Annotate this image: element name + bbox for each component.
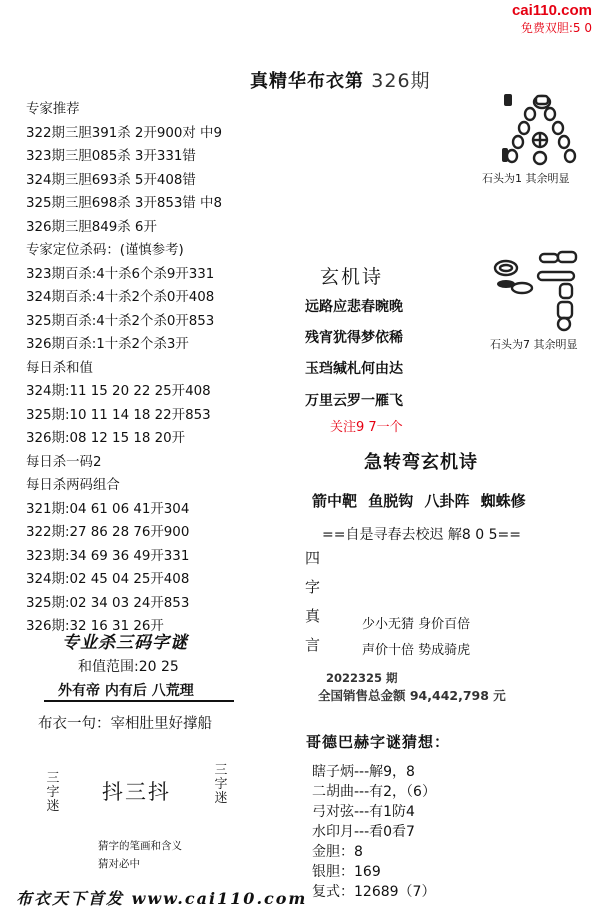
site-url: cai110.com bbox=[511, 2, 592, 19]
turn-poem-title: 急转弯玄机诗 bbox=[364, 452, 478, 473]
list-line: 326期:32 16 31 26开 bbox=[26, 619, 164, 634]
stone-caption-1: 石头为1 其余明显 bbox=[482, 172, 570, 185]
list-line: 322期三胆391杀 2开900对 中9 bbox=[26, 125, 222, 141]
list-item: 复式：12689（7） bbox=[312, 884, 436, 900]
list-line: 专家定位杀码：(谨慎参考) bbox=[26, 243, 184, 258]
list-line: 323期三胆085杀 3开331错 bbox=[26, 149, 196, 164]
divider bbox=[44, 700, 234, 702]
list-line: 325期三胆698杀 3开853错 中8 bbox=[26, 196, 222, 211]
riddle-hint: 猜字的笔画和含义 bbox=[98, 840, 182, 852]
page-title bbox=[250, 66, 431, 93]
four-char: 字 bbox=[305, 578, 321, 596]
pro-kill-title: 专业杀三码字谜 bbox=[62, 633, 188, 653]
poem-line: 万里云罗一雁飞 bbox=[305, 393, 403, 409]
list-line: 324期百杀:4十杀2个杀0开408 bbox=[26, 290, 215, 305]
riddle-line: 外有帝 内有后 八荒理 bbox=[58, 683, 194, 699]
list-item: 金胆：8 bbox=[312, 844, 363, 860]
bottom-banner: 布衣天下首发 www.cai110.com bbox=[16, 889, 308, 908]
xuanji-poem-title: 玄机诗 bbox=[320, 266, 384, 288]
four-char-line-1: 少小无猜 身价百倍 bbox=[362, 617, 471, 632]
list-line: 324期:11 15 20 22 25开408 bbox=[26, 384, 211, 399]
list-line: 专家推荐 bbox=[26, 102, 80, 117]
site-stamp bbox=[512, 2, 592, 36]
list-line: 325期:10 11 14 18 22开853 bbox=[26, 407, 211, 423]
four-char-vertical bbox=[305, 544, 325, 660]
list-line: 324期三胆693杀 5开408错 bbox=[26, 172, 196, 188]
list-item: 弓对弦---有1防4 bbox=[312, 804, 415, 820]
list-line: 326期:08 12 15 18 20开 bbox=[26, 431, 186, 446]
turn-poem-line: 箭中靶 鱼脱钩 八卦阵 蜘蛛修 bbox=[312, 492, 526, 510]
riddle-left-vertical: 三字迷 bbox=[46, 771, 60, 814]
page-title-issue: 326期 bbox=[371, 70, 431, 92]
stone-digit-7-figure bbox=[492, 250, 592, 334]
four-char: 言 bbox=[305, 636, 321, 654]
list-line: 325期百杀:4十杀2个杀0开853 bbox=[26, 313, 215, 329]
riddle-box bbox=[36, 762, 236, 828]
goldbach-title: 哥德巴赫字谜猜想： bbox=[306, 733, 451, 751]
stone-digit-1-figure bbox=[490, 92, 590, 168]
list-item: 水印月---看0看7 bbox=[312, 824, 415, 840]
list-line: 每日杀和值 bbox=[26, 360, 93, 376]
list-line: 322期:27 86 28 76开900 bbox=[26, 525, 190, 540]
poem-line: 远路应悲春晼晚 bbox=[305, 299, 403, 315]
solution-line: ==自是寻春去校迟 解8 0 5== bbox=[322, 527, 521, 543]
list-line: 每日杀两码组合 bbox=[26, 478, 120, 493]
free-double-dan: 免费双胆:5 0 bbox=[520, 21, 592, 35]
riddle-hint-2: 猜对必中 bbox=[98, 858, 140, 870]
list-line: 326期三胆849杀 6开 bbox=[26, 219, 157, 235]
stone-caption-2: 石头为7 其余明显 bbox=[490, 338, 578, 351]
expert-list bbox=[26, 98, 286, 639]
poem-line: 残宵犹得梦依稀 bbox=[305, 330, 403, 346]
four-char: 四 bbox=[305, 549, 321, 567]
list-line: 321期:04 61 06 41开304 bbox=[26, 501, 190, 517]
focus-note: 关注9 7一个 bbox=[330, 420, 403, 435]
list-item: 瞎子炳---解9，8 bbox=[312, 764, 415, 780]
list-line: 323期:34 69 36 49开331 bbox=[26, 548, 190, 564]
poem-line: 玉珰缄札何由达 bbox=[305, 361, 403, 377]
list-line: 326期百杀:1十杀2个杀3开 bbox=[26, 337, 189, 352]
riddle-center: 抖三抖 bbox=[102, 780, 171, 804]
list-line: 每日杀一码2 bbox=[26, 454, 102, 470]
list-item: 二胡曲---有2，（6） bbox=[312, 784, 436, 800]
list-item: 银胆：169 bbox=[312, 864, 381, 880]
sum-range: 和值范围:20 25 bbox=[78, 659, 179, 675]
four-char: 真 bbox=[305, 607, 321, 625]
list-line: 324期:02 45 04 25开408 bbox=[26, 572, 190, 587]
list-line: 323期百杀:4十杀6个杀9开331 bbox=[26, 266, 215, 282]
issue-date: 2022325 期 bbox=[326, 671, 398, 685]
page-title-text: 真精华布衣第 bbox=[250, 71, 364, 92]
riddle-right-vertical: 三字迷 bbox=[214, 763, 228, 806]
buyi-sentence: 布衣一句：宰相肚里好撑船 bbox=[38, 716, 212, 732]
four-char-line-2: 声价十倍 势成骑虎 bbox=[362, 643, 471, 658]
goldbach-list bbox=[312, 762, 592, 902]
list-line: 325期:02 34 03 24开853 bbox=[26, 595, 190, 611]
sales-total: 全国销售总金额 94,442,798 元 bbox=[318, 688, 506, 703]
